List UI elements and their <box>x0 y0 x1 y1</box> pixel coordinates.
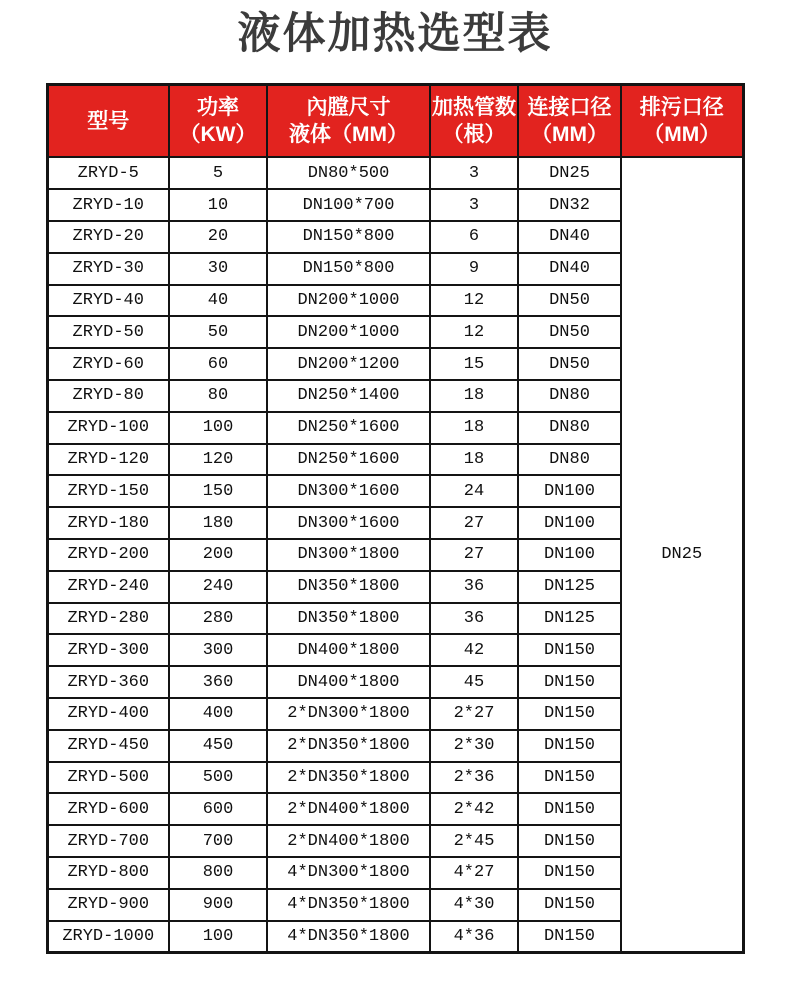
header-label: （MM） <box>643 123 721 147</box>
cell-model: ZRYD-360 <box>47 666 169 698</box>
cell-power: 800 <box>169 857 267 889</box>
cell-model: ZRYD-50 <box>47 316 169 348</box>
cell-tube-count: 12 <box>430 285 518 317</box>
cell-model: ZRYD-180 <box>47 507 169 539</box>
cell-connection-diameter: DN150 <box>518 666 621 698</box>
cell-chamber-size: 4*DN300*1800 <box>267 857 430 889</box>
cell-connection-diameter: DN150 <box>518 698 621 730</box>
cell-connection-diameter: DN150 <box>518 921 621 953</box>
cell-tube-count: 36 <box>430 571 518 603</box>
cell-tube-count: 3 <box>430 189 518 221</box>
header-cell-power <box>169 85 267 158</box>
header-label: 型号 <box>87 109 130 133</box>
cell-chamber-size: DN150*800 <box>267 253 430 285</box>
cell-power: 280 <box>169 603 267 635</box>
cell-chamber-size: DN350*1800 <box>267 571 430 603</box>
cell-model: ZRYD-200 <box>47 539 169 571</box>
cell-connection-diameter: DN32 <box>518 189 621 221</box>
cell-chamber-size: 4*DN350*1800 <box>267 921 430 953</box>
cell-model: ZRYD-300 <box>47 634 169 666</box>
cell-tube-count: 2*30 <box>430 730 518 762</box>
cell-tube-count: 18 <box>430 412 518 444</box>
cell-tube-count: 27 <box>430 507 518 539</box>
cell-connection-diameter: DN125 <box>518 603 621 635</box>
cell-tube-count: 42 <box>430 634 518 666</box>
cell-tube-count: 4*36 <box>430 921 518 953</box>
cell-power: 5 <box>169 157 267 189</box>
cell-tube-count: 2*45 <box>430 825 518 857</box>
header-cell-chamber-size <box>267 85 430 158</box>
cell-chamber-size: 2*DN350*1800 <box>267 730 430 762</box>
cell-chamber-size: DN300*1800 <box>267 539 430 571</box>
cell-power: 450 <box>169 730 267 762</box>
cell-chamber-size: DN100*700 <box>267 189 430 221</box>
cell-tube-count: 15 <box>430 348 518 380</box>
cell-power: 50 <box>169 316 267 348</box>
cell-chamber-size: DN200*1200 <box>267 348 430 380</box>
cell-model: ZRYD-800 <box>47 857 169 889</box>
cell-tube-count: 18 <box>430 444 518 476</box>
cell-connection-diameter: DN40 <box>518 221 621 253</box>
table-header <box>47 85 743 158</box>
header-cell-connection-diameter <box>518 85 621 158</box>
header-row <box>47 85 743 158</box>
cell-power: 60 <box>169 348 267 380</box>
cell-connection-diameter: DN50 <box>518 348 621 380</box>
cell-connection-diameter: DN100 <box>518 507 621 539</box>
cell-model: ZRYD-60 <box>47 348 169 380</box>
cell-tube-count: 4*30 <box>430 889 518 921</box>
cell-power: 100 <box>169 921 267 953</box>
cell-connection-diameter: DN40 <box>518 253 621 285</box>
cell-chamber-size: DN150*800 <box>267 221 430 253</box>
cell-model: ZRYD-400 <box>47 698 169 730</box>
header-label: 连接口径 <box>527 96 612 120</box>
cell-model: ZRYD-100 <box>47 412 169 444</box>
cell-power: 500 <box>169 762 267 794</box>
cell-chamber-size: DN250*1600 <box>267 412 430 444</box>
cell-connection-diameter: DN50 <box>518 316 621 348</box>
cell-model: ZRYD-700 <box>47 825 169 857</box>
header-label: （根） <box>442 123 506 147</box>
header-label: （MM） <box>531 123 608 147</box>
cell-chamber-size: DN300*1600 <box>267 475 430 507</box>
cell-chamber-size: 2*DN400*1800 <box>267 793 430 825</box>
header-cell-tube-count <box>430 85 518 158</box>
cell-connection-diameter: DN100 <box>518 539 621 571</box>
cell-connection-diameter: DN150 <box>518 825 621 857</box>
header-cell-drain-diameter <box>621 85 743 158</box>
cell-power: 300 <box>169 634 267 666</box>
cell-tube-count: 45 <box>430 666 518 698</box>
cell-tube-count: 24 <box>430 475 518 507</box>
cell-power: 900 <box>169 889 267 921</box>
cell-tube-count: 2*42 <box>430 793 518 825</box>
cell-tube-count: 3 <box>430 157 518 189</box>
cell-model: ZRYD-5 <box>47 157 169 189</box>
cell-connection-diameter: DN150 <box>518 857 621 889</box>
cell-model: ZRYD-900 <box>47 889 169 921</box>
cell-chamber-size: DN200*1000 <box>267 316 430 348</box>
header-cell-model <box>47 85 169 158</box>
cell-tube-count: 2*27 <box>430 698 518 730</box>
cell-tube-count: 18 <box>430 380 518 412</box>
header-label: （KW） <box>179 123 257 147</box>
cell-chamber-size: DN250*1600 <box>267 444 430 476</box>
cell-power: 10 <box>169 189 267 221</box>
cell-model: ZRYD-40 <box>47 285 169 317</box>
cell-power: 700 <box>169 825 267 857</box>
cell-tube-count: 2*36 <box>430 762 518 794</box>
cell-tube-count: 12 <box>430 316 518 348</box>
cell-model: ZRYD-280 <box>47 603 169 635</box>
cell-power: 180 <box>169 507 267 539</box>
cell-chamber-size: 2*DN350*1800 <box>267 762 430 794</box>
cell-chamber-size: 2*DN300*1800 <box>267 698 430 730</box>
cell-model: ZRYD-240 <box>47 571 169 603</box>
cell-model: ZRYD-500 <box>47 762 169 794</box>
cell-model: ZRYD-450 <box>47 730 169 762</box>
cell-model: ZRYD-20 <box>47 221 169 253</box>
header-label: 液体（MM） <box>289 123 408 147</box>
cell-tube-count: 27 <box>430 539 518 571</box>
cell-connection-diameter: DN100 <box>518 475 621 507</box>
cell-tube-count: 36 <box>430 603 518 635</box>
cell-power: 100 <box>169 412 267 444</box>
cell-tube-count: 4*27 <box>430 857 518 889</box>
table-row <box>47 157 743 189</box>
cell-model: ZRYD-10 <box>47 189 169 221</box>
cell-tube-count: 6 <box>430 221 518 253</box>
cell-connection-diameter: DN25 <box>518 157 621 189</box>
cell-chamber-size: DN80*500 <box>267 157 430 189</box>
cell-power: 240 <box>169 571 267 603</box>
cell-connection-diameter: DN125 <box>518 571 621 603</box>
cell-power: 80 <box>169 380 267 412</box>
header-label: 內膛尺寸 <box>306 96 391 120</box>
cell-model: ZRYD-1000 <box>47 921 169 953</box>
cell-power: 20 <box>169 221 267 253</box>
cell-power: 120 <box>169 444 267 476</box>
cell-tube-count: 9 <box>430 253 518 285</box>
table-body <box>47 157 743 952</box>
cell-chamber-size: DN400*1800 <box>267 666 430 698</box>
cell-power: 150 <box>169 475 267 507</box>
cell-connection-diameter: DN150 <box>518 762 621 794</box>
header-label: 排污口径 <box>639 96 724 120</box>
cell-connection-diameter: DN150 <box>518 889 621 921</box>
cell-chamber-size: DN250*1400 <box>267 380 430 412</box>
cell-connection-diameter: DN50 <box>518 285 621 317</box>
cell-power: 40 <box>169 285 267 317</box>
cell-chamber-size: DN300*1600 <box>267 507 430 539</box>
cell-chamber-size: DN350*1800 <box>267 603 430 635</box>
cell-model: ZRYD-80 <box>47 380 169 412</box>
cell-connection-diameter: DN150 <box>518 634 621 666</box>
cell-connection-diameter: DN150 <box>518 793 621 825</box>
cell-chamber-size: DN200*1000 <box>267 285 430 317</box>
cell-power: 200 <box>169 539 267 571</box>
cell-model: ZRYD-30 <box>47 253 169 285</box>
header-label: 加热管数 <box>432 96 516 120</box>
cell-power: 360 <box>169 666 267 698</box>
cell-model: ZRYD-600 <box>47 793 169 825</box>
selection-table <box>46 83 745 954</box>
cell-chamber-size: 2*DN400*1800 <box>267 825 430 857</box>
cell-drain-diameter-merged: DN25 <box>621 157 743 952</box>
cell-chamber-size: DN400*1800 <box>267 634 430 666</box>
cell-connection-diameter: DN80 <box>518 444 621 476</box>
cell-power: 400 <box>169 698 267 730</box>
cell-connection-diameter: DN150 <box>518 730 621 762</box>
cell-power: 600 <box>169 793 267 825</box>
cell-model: ZRYD-150 <box>47 475 169 507</box>
header-label: 功率 <box>197 96 239 120</box>
cell-chamber-size: 4*DN350*1800 <box>267 889 430 921</box>
cell-power: 30 <box>169 253 267 285</box>
cell-connection-diameter: DN80 <box>518 380 621 412</box>
cell-connection-diameter: DN80 <box>518 412 621 444</box>
cell-model: ZRYD-120 <box>47 444 169 476</box>
page-title: 液体加热选型表 <box>237 10 553 58</box>
